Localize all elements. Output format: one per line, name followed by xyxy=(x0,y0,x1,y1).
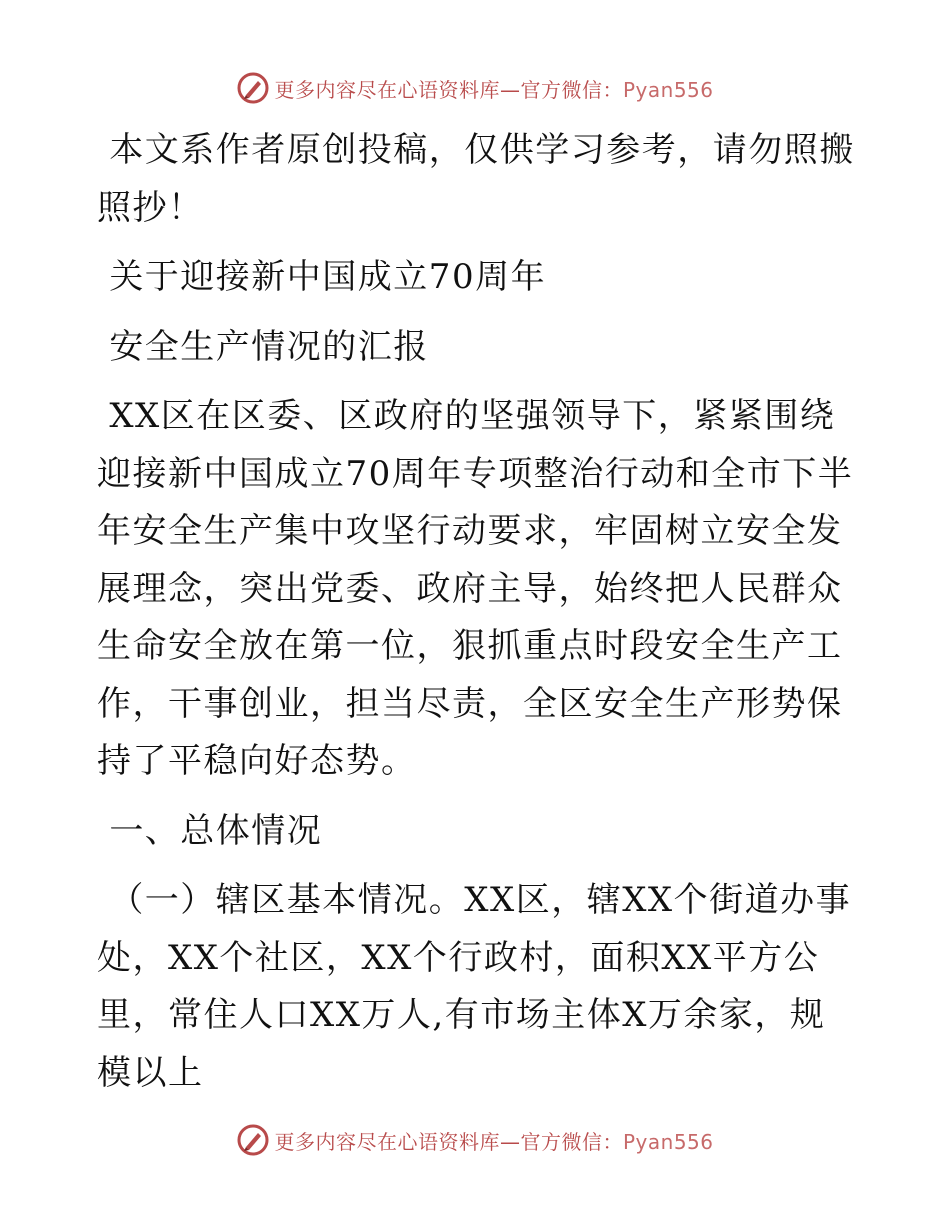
watermark-text: 更多内容尽在心语资料库—官方微信：Pyan556 xyxy=(274,1129,714,1154)
watermark-header xyxy=(0,68,950,108)
watermark-footer xyxy=(0,1120,950,1160)
section-paragraph: （一）辖区基本情况。XX区，辖XX个街道办事处，XX个社区，XX个行政村，面积XX平方公里，常住人口XX万人,有市场主体X万余家，规模以上 xyxy=(97,880,852,1093)
pen-logo-icon xyxy=(236,71,270,105)
section-heading: 一、总体情况 xyxy=(97,810,323,851)
pen-logo-icon xyxy=(236,1123,270,1157)
title-line-2: 安全生产情况的汇报 xyxy=(97,326,429,367)
watermark-text: 更多内容尽在心语资料库—官方微信：Pyan556 xyxy=(274,77,714,102)
title-line-1: 关于迎接新中国成立70周年 xyxy=(97,257,547,297)
intro-paragraph: XX区在区委、区政府的坚强领导下，紧紧围绕迎接新中国成立70周年专项整治行动和全市下半年安全生产集中攻坚行动要求，牢固树立安全发展理念，突出党委、政府主导，始终把人民群众生命安全放在第一位，狠抓重点时段安全生产工作，干事创业，担当尽责，全区安全生产形势保持了平稳向好态势。 xyxy=(97,396,854,781)
document-body xyxy=(97,122,857,1102)
notice-paragraph: 本文系作者原创投稿，仅供学习参考，请勿照搬照抄！ xyxy=(97,130,855,228)
